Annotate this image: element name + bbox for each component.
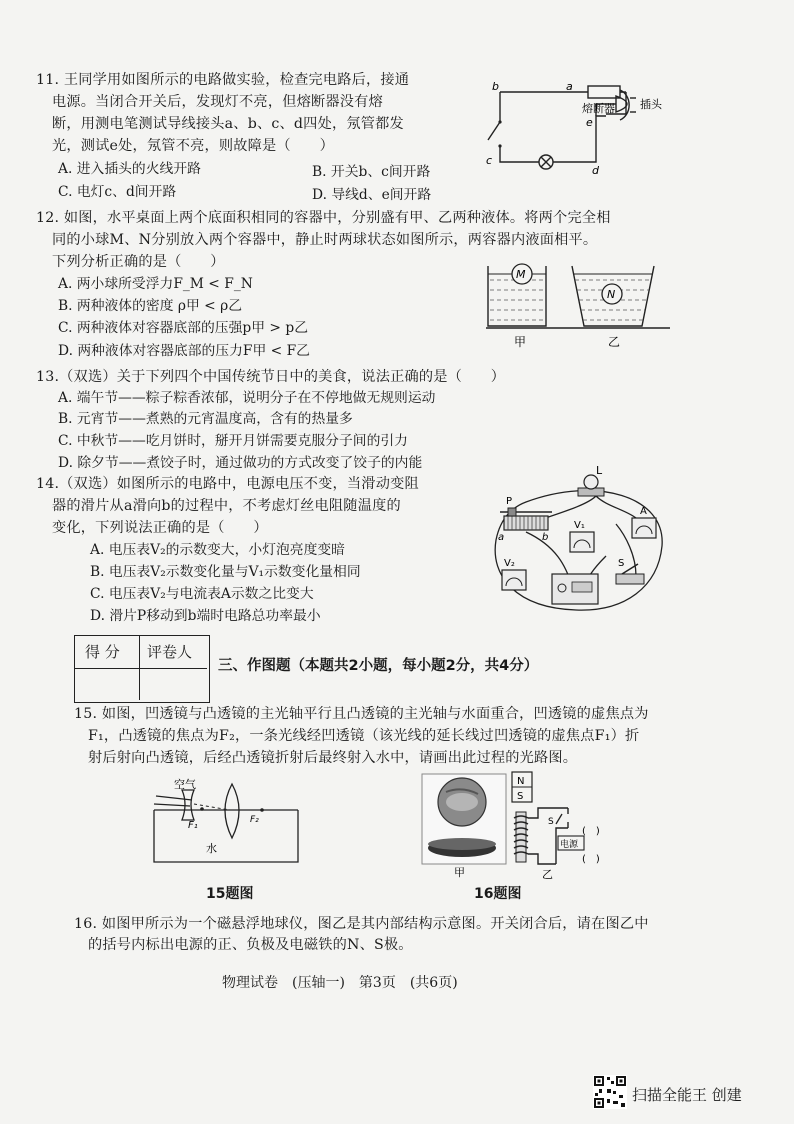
q11-option-b: B. 开关b、c间开路 [312,164,431,180]
q16-paren-bottom[interactable]: ( ) [582,854,600,865]
q11-label-c: c [486,154,493,167]
q12-option-c: C. 两种液体对容器底部的压强p甲 > p乙 [58,320,308,336]
grader-input-box[interactable] [141,671,205,699]
q11-line-4: 光，测试e处，氖管不亮，则故障是（ ） [52,138,334,154]
q12-ball-n-label: N [607,288,616,301]
q14-line-2: 器的滑片从a滑向b的过程中，不考虑灯丝电阻随温度的 [52,498,401,514]
q11-label-a: a [566,80,573,93]
q16-switch-label: S [548,817,554,827]
q14-option-a: A. 电压表V₂的示数变大，小灯泡亮度变暗 [90,542,345,558]
score-column-label: 得 分 [85,643,120,661]
q12-right-label: 乙 [608,335,621,348]
q11-option-a: A. 进入插头的火线开路 [58,161,201,177]
q11-line-1: 11. 王同学用如图所示的电路做实验，检查完电路后，接通 [36,72,410,88]
q14-option-c: C. 电压表V₂与电流表A示数之比变大 [90,586,314,602]
q15-f2-label: F₂ [250,815,259,825]
q12-option-a: A. 两小球所受浮力F_M < F_N [58,276,253,292]
q14-ammeter-label: A [640,506,647,517]
q16-paren-top[interactable]: ( ) [582,826,600,837]
q14-circuit-figure [486,466,682,618]
q11-label-b: b [492,80,499,93]
q16-line-1: 16. 如图甲所示为一个磁悬浮地球仪，图乙是其内部结构示意图。开关闭合后，请在图乙中 [74,916,649,932]
q16-right-label: 乙 [542,868,553,881]
q14-line-3: 变化，下列说法正确的是（ ） [52,520,268,536]
q13-option-b: B. 元宵节——煮熟的元宵温度高，含有的热量多 [58,411,353,427]
q11-label-e: e [586,116,593,129]
q15-water-label: 水 [206,842,217,855]
q14-end-a-label: a [498,532,505,543]
q11-line-2: 电源。当闭合开关后，发现灯不亮，但熔断器没有熔 [52,94,383,110]
q14-lamp-label: L [596,466,603,477]
q15-lens-figure [140,776,310,886]
scanner-watermark: 扫描全能王 创建 [632,1086,742,1104]
q16-magnet-s: S [517,791,524,802]
q12-line-2: 同的小球M、N分别放入两个容器中，静止时两球状态如图所示，两容器内液面相平。 [52,232,598,248]
q15-line-3: 射后射向凸透镜，后经凸透镜折射后最终射入水中，请画出此过程的光路图。 [88,750,578,766]
qr-code-icon [593,1075,627,1109]
q14-option-b: B. 电压表V₂示数变化量与V₁示数变化量相同 [90,564,361,580]
q14-option-d: D. 滑片P移动到b端时电路总功率最小 [90,608,321,624]
q13-option-d: D. 除夕节——煮饺子时，通过做功的方式改变了饺子的内能 [58,455,423,471]
q15-air-label: 空气 [174,778,196,791]
q12-ball-m-label: M [516,268,526,281]
q13-line-1: 13.（双选）关于下列四个中国传统节日中的美食，说法正确的是（ ） [36,369,506,385]
score-table [74,635,210,703]
grader-column-label: 评卷人 [147,643,193,661]
q16-power-label: 电源 [560,840,579,850]
q15-line-2: F₁，凸透镜的焦点为F₂，一条光线经凹透镜（该光线的延长线过凹透镜的虚焦点F₁）折 [88,728,640,744]
q14-switch-label: S [618,558,625,569]
q16-left-label: 甲 [454,866,465,879]
q13-option-c: C. 中秋节——吃月饼时，掰开月饼需要克服分子间的引力 [58,433,408,449]
section-3-title: 三、作图题（本题共2小题，每小题2分，共4分） [218,658,539,674]
q11-label-fuse: 熔断器 [582,102,615,115]
q16-caption: 16题图 [474,886,522,902]
q11-option-d: D. 导线d、e间开路 [312,187,432,203]
q16-line-2: 的括号内标出电源的正、负极及电磁铁的N、S极。 [88,937,413,953]
q15-f1-label: F₁ [188,820,198,831]
q13-option-a: A. 端午节——粽子粽香浓郁，说明分子在不停地做无规则运动 [58,390,436,406]
score-input-box[interactable] [77,671,137,699]
q12-containers-figure [476,262,676,348]
q12-option-b: B. 两种液体的密度 ρ甲 < ρ乙 [58,298,243,314]
page-footer: 物理试卷 (压轴一) 第3页 (共6页) [222,975,458,991]
q11-line-3: 断，用测电笔测试导线接头a、b、c、d四处，氖管都发 [52,116,404,132]
q12-line-1: 12. 如图，水平桌面上两个底面积相同的容器中，分别盛有甲、乙两种液体。将两个完全相 [36,210,611,226]
q12-option-d: D. 两种液体对容器底部的压力F甲 < F乙 [58,343,310,359]
q16-magnet-n: N [517,776,525,787]
q14-line-1: 14.（双选）如图所示的电路中，电源电压不变，当滑动变阻 [36,476,419,492]
q11-label-plug: 插头 [640,98,662,111]
q12-left-label: 甲 [514,335,527,348]
q14-v1-label: V₁ [574,520,585,531]
q11-option-c: C. 电灯c、d间开路 [58,184,177,200]
q14-slider-label: P [506,496,513,507]
q12-line-3: 下列分析正确的是（ ） [52,254,225,270]
q11-label-d: d [592,164,599,177]
q14-v2-label: V₂ [504,558,515,569]
q11-circuit-figure [478,76,678,180]
q15-line-1: 15. 如图，凹透镜与凸透镜的主光轴平行且凸透镜的主光轴与水面重合，凹透镜的虚焦点为 [74,706,649,722]
q15-caption: 15题图 [206,886,254,902]
q14-end-b-label: b [542,532,549,543]
q16-maglev-figure [418,764,608,884]
